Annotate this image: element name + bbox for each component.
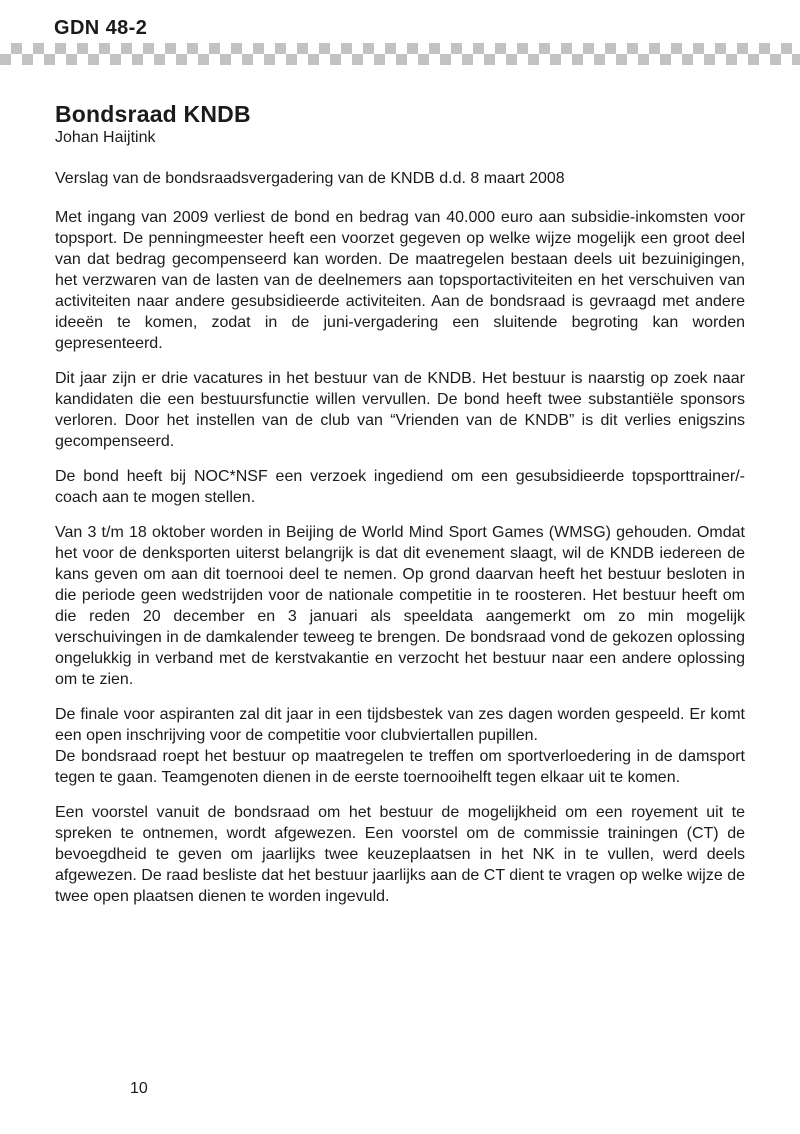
body-paragraph: Met ingang van 2009 verliest de bond en bedrag van 40.000 euro aan subsidie-inkomsten voor topsport. De penningmeester heeft een voorzet gegeven op welke wijze mogelijk een groot deel van dat bedrag gecompenseerd kan worden. De maatregelen bestaan deels uit bezuinigingen, het verzwaren van de lasten van de deelnemers aan topsportactiviteiten en het verschuiven van activiteiten naar andere gesubsidieerde activiteiten. Aan de bondsraad is gevraagd met andere ideeën te komen, zodat in de juni-vergadering een sluitende begroting kan worden gepresenteerd. xyxy=(55,209,745,352)
article-author: Johan Haijtink xyxy=(55,129,156,146)
page-number: 10 xyxy=(130,1080,148,1097)
body-paragraph: De bondsraad roept het bestuur op maatregelen te treffen om sportverloedering in de damsport tegen te gaan. Teamgenoten dienen in de eerste toernooihelft tegen elkaar uit te komen. xyxy=(55,748,745,786)
body-paragraph: Een voorstel vanuit de bondsraad om het bestuur de mogelijkheid om een royement uit te spreken te ontnemen, wordt afgewezen. Een voorstel om de commissie trainingen (CT) de bevoegdheid te geven om jaarlijks twee keuzeplaatsen in het NK in te vullen, werd deels afgewezen. De raad besliste dat het bestuur jaarlijks aan de CT dient te vragen op welke wijze de twee open plaatsen dienen te worden ingevuld. xyxy=(55,804,745,905)
checkerboard-band xyxy=(0,43,800,65)
body-paragraph: De bond heeft bij NOC*NSF een verzoek ingediend om een gesubsidieerde topsporttrainer/-coach aan te mogen stellen. xyxy=(55,468,745,506)
issue-label: GDN 48-2 xyxy=(54,17,148,39)
body-paragraph: Dit jaar zijn er drie vacatures in het bestuur van de KNDB. Het bestuur is naarstig op zoek naar kandidaten die een bestuursfunctie willen vervullen. De bond heeft twee substantiële sponsors verloren. Door het instellen van de club van “Vrienden van de KNDB” is dit verlies enigszins gecompenseerd. xyxy=(55,370,745,450)
article-title: Bondsraad KNDB xyxy=(55,101,251,127)
body-paragraph: De finale voor aspiranten zal dit jaar in een tijdsbestek van zes dagen worden gespeeld. Er komt een open inschrijving voor de competitie voor clubviertallen pupillen. xyxy=(55,706,745,744)
body-paragraph: Van 3 t/m 18 oktober worden in Beijing de World Mind Sport Games (WMSG) gehouden. Omdat het voor de denksporten uiterst belangrijk is dat dit evenement slaagt, wil de KNDB iedereen de kans geven om aan dit toernooi deel te nemen. Op grond daarvan heeft het bestuur besloten in die periode geen wedstrijden voor de nationale competitie in te roosteren. Het bestuur heeft om die reden 20 december en 3 januari als speeldata aangemerkt om zo min mogelijk verschuivingen in de damkalender teweeg te brengen. De bondsraad vond de gekozen oplossing ongelukkig in verband met de kerstvakantie en verzocht het bestuur naar een andere oplossing om te zien. xyxy=(55,524,745,688)
article xyxy=(55,101,745,921)
article-lead: Verslag van de bondsraadsvergadering van de KNDB d.d. 8 maart 2008 xyxy=(55,170,565,187)
